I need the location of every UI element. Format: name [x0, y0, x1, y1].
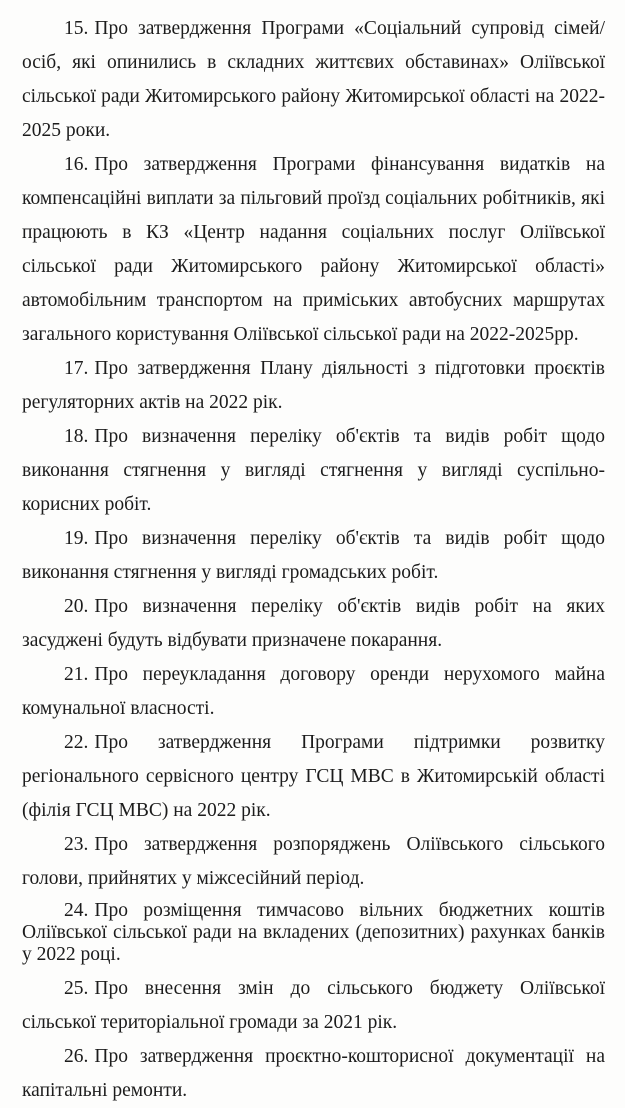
- item-text: Про затвердження Програми «Соціальний супровід сімей/осіб, які опинились в складних життєвих обставинах» Оліївської сільської ради Житомирського району Житомирської області на 2022-2025 роки.: [22, 18, 605, 141]
- item-number: 21.: [64, 664, 89, 685]
- item-number: 17.: [64, 358, 89, 379]
- item-number: 24.: [64, 900, 89, 921]
- agenda-item-20: [22, 590, 605, 658]
- agenda-item-21: [22, 658, 605, 726]
- item-text: Про затвердження Плану діяльності з підготовки проєктів регуляторних актів на 2022 рік.: [22, 358, 605, 413]
- item-number: 20.: [64, 596, 89, 617]
- agenda-item-26: [22, 1040, 605, 1108]
- item-number: 18.: [64, 426, 89, 447]
- item-number: 15.: [64, 18, 89, 39]
- item-text: Про визначення переліку об'єктів видів робіт на яких засуджені будуть відбувати призначене покарання.: [22, 596, 605, 651]
- item-text: Про визначення переліку об'єктів та видів робіт щодо виконання стягнення у вигляді стягнення у вигляді суспільно-корисних робіт.: [22, 426, 605, 515]
- item-text: Про внесення змін до сільського бюджету Оліївської сільської територіальної громади за 2021 рік.: [22, 978, 605, 1033]
- agenda-item-22: [22, 726, 605, 828]
- item-text: Про затвердження Програми фінансування видатків на компенсаційні виплати за пільговий проїзд соціальних робітників, які працюють в КЗ «Центр надання соціальних послуг Оліївської сільської ради Житомирського району Житомирської області» автомобільним транспортом на приміських автобусних маршрутах загального користування Оліївської сільської ради на 2022-2025рр.: [22, 154, 605, 345]
- item-number: 25.: [64, 978, 89, 999]
- agenda-item-15: [22, 12, 605, 148]
- agenda-item-25: [22, 972, 605, 1040]
- item-text: Про розміщення тимчасово вільних бюджетних коштів Оліївської сільської ради на вкладених (депозитних) рахунках банків у 2022 році.: [22, 900, 605, 965]
- item-number: 16.: [64, 154, 89, 175]
- agenda-item-16: [22, 148, 605, 352]
- item-number: 19.: [64, 528, 89, 549]
- agenda-item-19: [22, 522, 605, 590]
- item-text: Про визначення переліку об'єктів та видів робіт щодо виконання стягнення у вигляді громадських робіт.: [22, 528, 605, 583]
- item-text: Про затвердження розпоряджень Оліївського сільського голови, прийнятих у міжсесійний період.: [22, 834, 605, 889]
- item-text: Про переукладання договору оренди нерухомого майна комунальної власності.: [22, 664, 605, 719]
- item-number: 23.: [64, 834, 89, 855]
- item-text: Про затвердження Програми підтримки розвитку регіонального сервісного центру ГСЦ МВС в Житомирській області (філія ГСЦ МВС) на 2022 рік.: [22, 732, 605, 821]
- agenda-item-24: [22, 896, 605, 972]
- item-text: Про затвердження проєктно-кошторисної документації на капітальні ремонти.: [22, 1046, 605, 1101]
- agenda-item-23: [22, 828, 605, 896]
- item-number: 22.: [64, 732, 89, 753]
- agenda-item-18: [22, 420, 605, 522]
- agenda-item-17: [22, 352, 605, 420]
- item-number: 26.: [64, 1046, 89, 1067]
